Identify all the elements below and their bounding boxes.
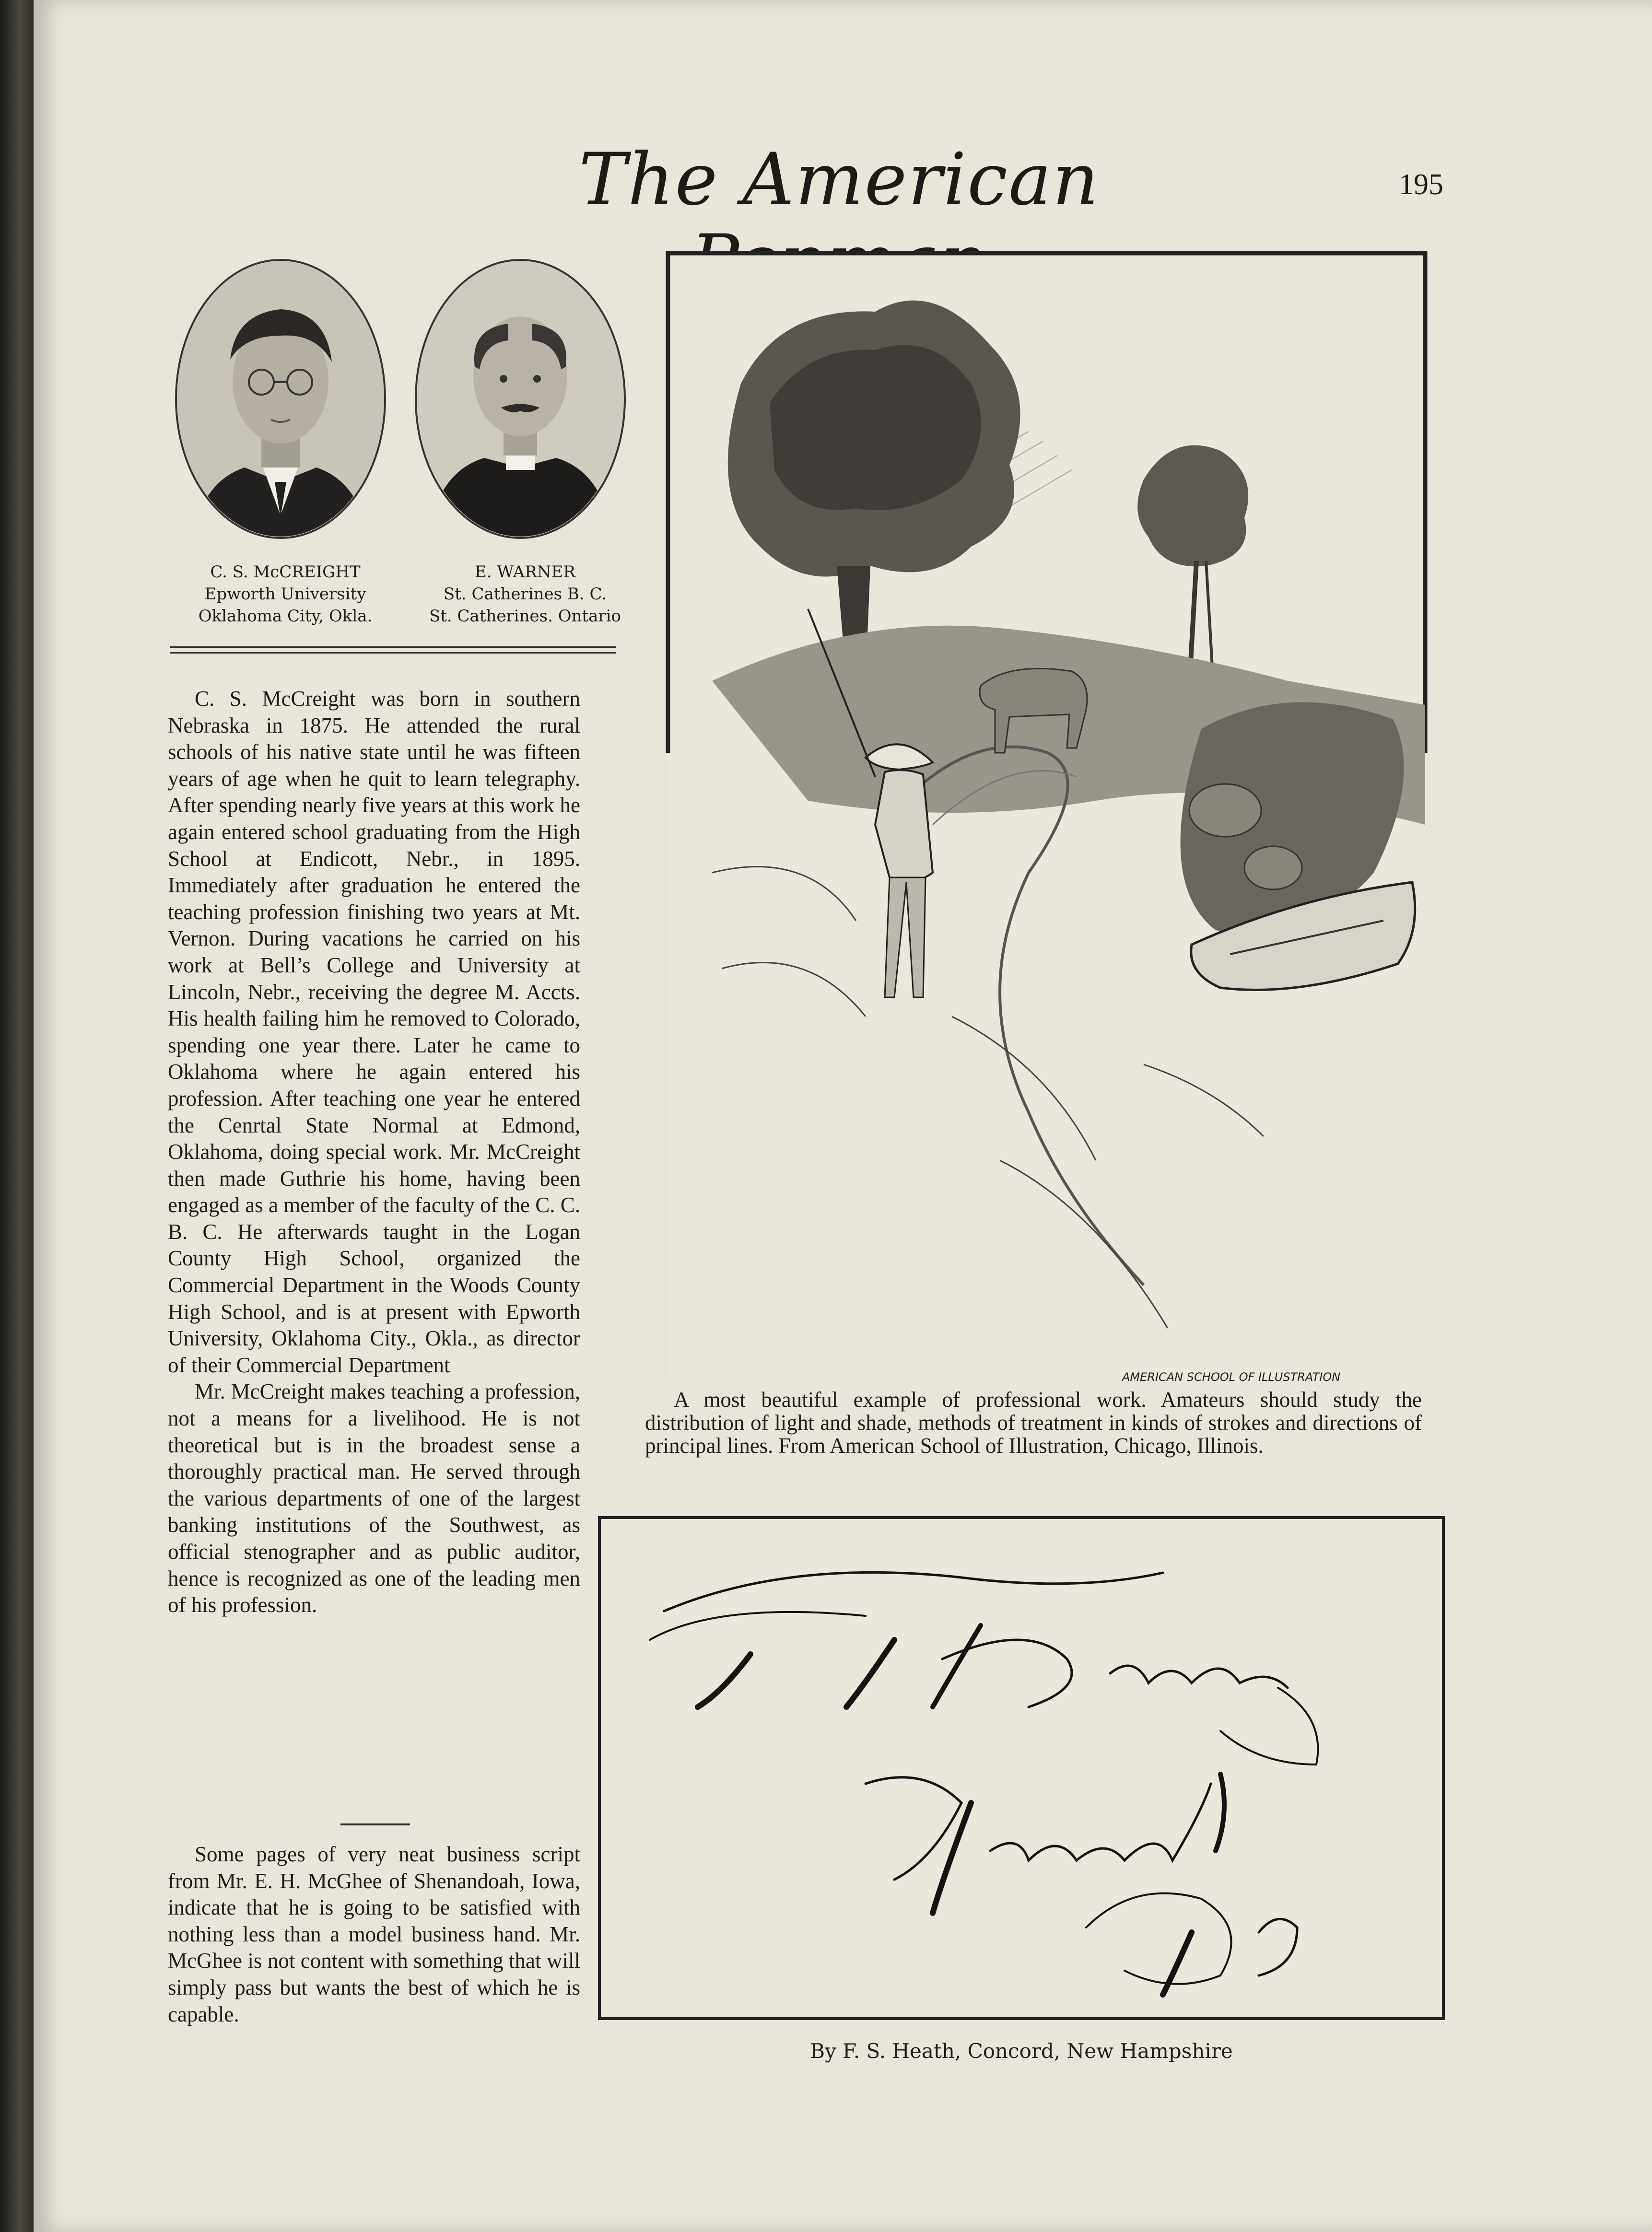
portrait-mccreight: [173, 257, 388, 542]
portrait-caption-mccreight: C. S. McCREIGHT Epworth University Oklahoma City, Okla.: [198, 562, 373, 626]
specimen-caption: By F. S. Heath, Concord, New Hampshire: [810, 2039, 1233, 2063]
mcghee-note-text: Some pages of very neat business script from Mr. E. H. McGhee of Shenandoah, Iowa, indicate that he is going to be satisfied with nothing less than a model business hand. Mr. McGhee is not content with something that will simply pass but wants the best of which he is capable.: [168, 1842, 580, 2026]
biography-article: [168, 686, 580, 1619]
illustration-caption: A most beautiful example of professional work. Amateurs should study the distribution of light and shade, methods of treatment in kinds of strokes and directions of principal lines. From American School of Illustration, Chicago, Illinois.: [645, 1388, 1422, 1458]
mcghee-note: [168, 1841, 580, 2028]
illustration-credit: AMERICAN SCHOOL OF ILLUSTRATION: [1122, 1370, 1341, 1384]
biography-paragraph-2: Mr. McCreight makes teaching a profession, not a means for a livelihood. He is not theoretical but is in the broadest sense a thoroughly practical man. He served through the various departments of one of the largest banking institutions of the Southwest, as official stenographer and as public auditor, hence is recognized as one of the leading men of his profession.: [168, 1379, 580, 1617]
section-divider: [340, 1823, 410, 1825]
portrait-warner: [412, 257, 628, 542]
portrait-caption-warner: E. WARNER St. Catherines B. C. St. Catherines. Ontario: [429, 562, 621, 626]
caption-divider-top: [170, 646, 616, 648]
penmanship-specimen: [597, 1515, 1446, 2021]
page-number: 195: [1399, 168, 1443, 201]
caption-divider-bottom: [170, 652, 616, 654]
landscape-illustration: [664, 249, 1429, 1386]
masthead-title: The American: [578, 138, 1100, 222]
book-gutter: [0, 0, 34, 2232]
biography-paragraph-1: C. S. McCreight was born in southern Nebraska in 1875. He attended the rural schools of his native state until he was fifteen years of age when he quit to learn telegraphy. After spending nearly five years at this work he again entered school graduating from the High School at Endicott, Nebr., in 1895. Immediately after graduation he entered the teaching profession finishing two years at Mt. Vernon. During vacations he carried on his work at Bell’s College and University at Lincoln, Nebr., receiving the degree M. Accts. His health failing him he removed to Colorado, spending one year there. Later he came to Oklahoma where he again entered his profession. After teaching one year he entered the Cenrtal State Normal at Edmond, Oklahoma, doing special work. Mr. McCreight then made Guthrie his home, having been engaged as a member of the faculty of the C. C. B. C. He afterwards taught in the Logan County High School, organized the Commercial Department in the Woods County High School, and is at present with Epworth University, Oklahoma City., Okla., as director of their Commercial Department: [168, 687, 580, 1377]
